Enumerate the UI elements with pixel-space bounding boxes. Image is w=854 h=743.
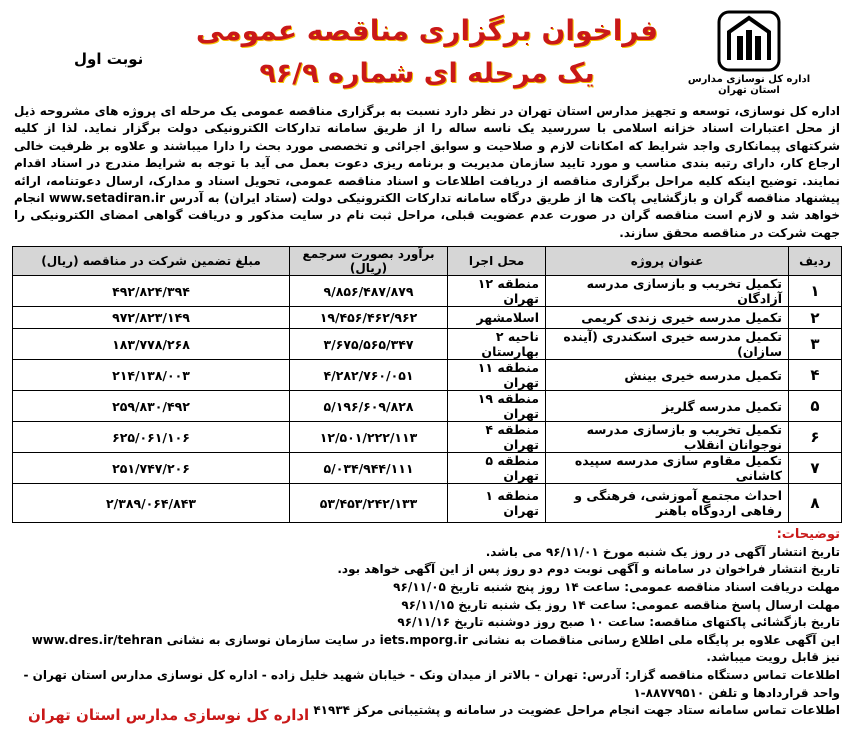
header-deposit: مبلغ تضمین شرکت در مناقصه (ریال) — [13, 247, 290, 276]
note-line: تاریخ انتشار آگهی در روز یک شنبه مورخ ۹۶/۱۱/۰۱ می باشد. — [485, 544, 840, 559]
row-number: ۷ — [789, 453, 842, 484]
notice-subtitle: یک مرحله ای شماره ۹۶/۹ — [259, 58, 595, 89]
intro-paragraph: اداره کل نوسازی، توسعه و تجهیز مدارس استان تهران در نظر دارد نسبت به برگزاری مناقصه عمومی یک مرحله ای پروژه های مشروحه ذیل از محل اعتبارات اسناد خزانه اسلامی با سررسید یک ناسه ساله را از طریق سامانه تدارکات الکترونیکی دولت برگزار نماید. لذا از کلیه شرکتهای پیمانکاری واجد شرایط که امکانات لازم و صلاحیت و سوابق اجرائی و تخصصی مورد بحث را دارا میباشند و علاوه بر ظرفیت خالی ارجاع کار، دارای رتبه بندی مناسب و مورد تایید سازمان مدیریت و برنامه ریزی دعوت بعمل می آید با توجه به شرایط مندرج در اسناد اقدام نمایند. توضیح اینکه کلیه مراحل برگزاری مناقصه از دریافت اطلاعات و اسناد مناقصه عمومی، تحویل اسناد و مدارک، ارسال دعوتنامه، ارائه پیشنهاد مناقصه گران و بازگشایی پاکت ها از طریق درگاه سامانه تدارکات الکترونیکی دولت (ستاد ایران) به آدرس www.setadiran.ir انجام خواهد شد و لازم است مناقصه گران در صورت عدم عضویت قبلی، مراحل ثبت نام در سایت مذکور و دریافت گواهی امضای الکترونیکی را جهت شرکت در مناقصه محقق سازند. — [14, 104, 841, 240]
project-estimate: ۴/۲۸۲/۷۶۰/۰۵۱ — [290, 360, 448, 391]
notice-title: فراخوان برگزاری مناقصه عمومی — [195, 14, 659, 47]
project-deposit: ۲۵۱/۷۴۷/۲۰۶ — [13, 453, 290, 484]
row-number: ۲ — [789, 307, 842, 329]
project-title: تکمیل مقاوم سازی مدرسه سپیده کاشانی — [546, 453, 789, 484]
logo-caption: اداره کل نوسازی مدارس استان تهران — [687, 74, 811, 96]
table-row — [13, 453, 842, 484]
project-location: اسلامشهر — [448, 307, 546, 329]
project-location: منطقه ۱۹ تهران — [448, 391, 546, 422]
project-estimate: ۵/۰۳۴/۹۴۴/۱۱۱ — [290, 453, 448, 484]
table-row — [13, 484, 842, 523]
note-line: اطلاعات تماس دستگاه مناقصه گزار: آدرس: تهران - بالاتر از میدان ونک - خیابان شهید خلیل زاده - اداره کل نوسازی مدارس استان تهران - واحد قراردادها و تلفن ۸۸۷۷۹۵۱۰-۱ — [23, 668, 840, 700]
row-number: ۸ — [789, 484, 842, 523]
project-title: تکمیل تخریب و بازسازی مدرسه نوجوانان انقلاب — [546, 422, 789, 453]
project-location: ناحیه ۲ بهارستان — [448, 329, 546, 360]
notice-header — [12, 8, 842, 103]
project-deposit: ۹۷۲/۸۲۳/۱۴۹ — [13, 307, 290, 329]
project-title: تکمیل مدرسه خیری زندی کریمی — [546, 307, 789, 329]
project-deposit: ۴۹۲/۸۲۴/۳۹۴ — [13, 276, 290, 307]
project-deposit: ۲۱۴/۱۳۸/۰۰۳ — [13, 360, 290, 391]
row-number: ۴ — [789, 360, 842, 391]
header-location: محل اجرا — [448, 247, 546, 276]
note-line: تاریخ بازگشائی پاکتهای مناقصه: ساعت ۱۰ صبح روز دوشنبه تاریخ ۹۶/۱۱/۱۶ — [397, 615, 840, 630]
project-location: منطقه ۱۱ تهران — [448, 360, 546, 391]
footer-organization: اداره کل نوسازی مدارس استان تهران — [28, 706, 310, 724]
note-line: اطلاعات تماس سامانه ستاد جهت انجام مراحل عضویت در سامانه و پشتیبانی مرکز ۴۱۹۳۴ — [313, 703, 840, 718]
table-row — [13, 329, 842, 360]
project-location: منطقه ۵ تهران — [448, 453, 546, 484]
notes-section — [12, 526, 842, 720]
project-estimate: ۳/۶۷۵/۵۶۵/۳۴۷ — [290, 329, 448, 360]
project-title: تکمیل تخریب و بازسازی مدرسه آزادگان — [546, 276, 789, 307]
row-number: ۳ — [789, 329, 842, 360]
project-title: تکمیل مدرسه خیری بینش — [546, 360, 789, 391]
notes-title: توضیحات: — [776, 527, 840, 543]
project-location: منطقه ۱ تهران — [448, 484, 546, 523]
project-location: منطقه ۱۲ تهران — [448, 276, 546, 307]
header-estimate: برآورد بصورت سرجمع (ریال) — [290, 247, 448, 276]
note-line: تاریخ انتشار فراخوان در سامانه و آگهی نوبت دوم دو روز پس از این آگهی خواهد بود. — [337, 562, 840, 577]
nobat-label: نوبت اول — [74, 50, 144, 68]
project-deposit: ۶۲۵/۰۶۱/۱۰۶ — [13, 422, 290, 453]
table-row — [13, 391, 842, 422]
project-deposit: ۲۵۹/۸۳۰/۴۹۲ — [13, 391, 290, 422]
row-number: ۶ — [789, 422, 842, 453]
note-line: این آگهی علاوه بر پایگاه ملی اطلاع رسانی مناقصات به نشانی iets.mporg.ir در سایت سازمان نوسازی به نشانی www.dres.ir/tehran نیز قابل رویت میباشد. — [31, 632, 840, 665]
project-estimate: ۹/۸۵۶/۴۸۷/۸۷۹ — [290, 276, 448, 307]
project-estimate: ۵/۱۹۶/۶۰۹/۸۲۸ — [290, 391, 448, 422]
note-line: مهلت ارسال پاسخ مناقصه عمومی: ساعت ۱۴ روز یک شنبه تاریخ ۹۶/۱۱/۱۵ — [401, 597, 840, 612]
table-row — [13, 360, 842, 391]
project-estimate: ۵۳/۴۵۳/۲۴۲/۱۳۳ — [290, 484, 448, 523]
projects-table — [12, 246, 842, 523]
project-title: تکمیل مدرسه خیری اسکندری (آینده سازان) — [546, 329, 789, 360]
project-deposit: ۱۸۳/۷۷۸/۲۶۸ — [13, 329, 290, 360]
project-location: منطقه ۴ تهران — [448, 422, 546, 453]
row-number: ۱ — [789, 276, 842, 307]
note-line: مهلت دریافت اسناد مناقصه عمومی: ساعت ۱۴ روز پنج شنبه تاریخ ۹۶/۱۱/۰۵ — [393, 580, 840, 595]
table-row — [13, 422, 842, 453]
table-row — [13, 276, 842, 307]
project-estimate: ۱۲/۵۰۱/۲۲۲/۱۱۳ — [290, 422, 448, 453]
table-row — [13, 307, 842, 329]
project-deposit: ۲/۳۸۹/۰۶۴/۸۴۳ — [13, 484, 290, 523]
project-title: تکمیل مدرسه گلریز — [546, 391, 789, 422]
project-title: احداث مجتمع آموزشی، فرهنگی و رفاهی اردوگاه باهنر — [546, 484, 789, 523]
organization-logo — [674, 10, 824, 102]
table-header-row — [13, 247, 842, 276]
row-number: ۵ — [789, 391, 842, 422]
school-building-logo-icon — [717, 10, 781, 72]
project-estimate: ۱۹/۴۵۶/۴۶۲/۹۶۲ — [290, 307, 448, 329]
header-row-number: ردیف — [789, 247, 842, 276]
header-project-title: عنوان پروژه — [546, 247, 789, 276]
